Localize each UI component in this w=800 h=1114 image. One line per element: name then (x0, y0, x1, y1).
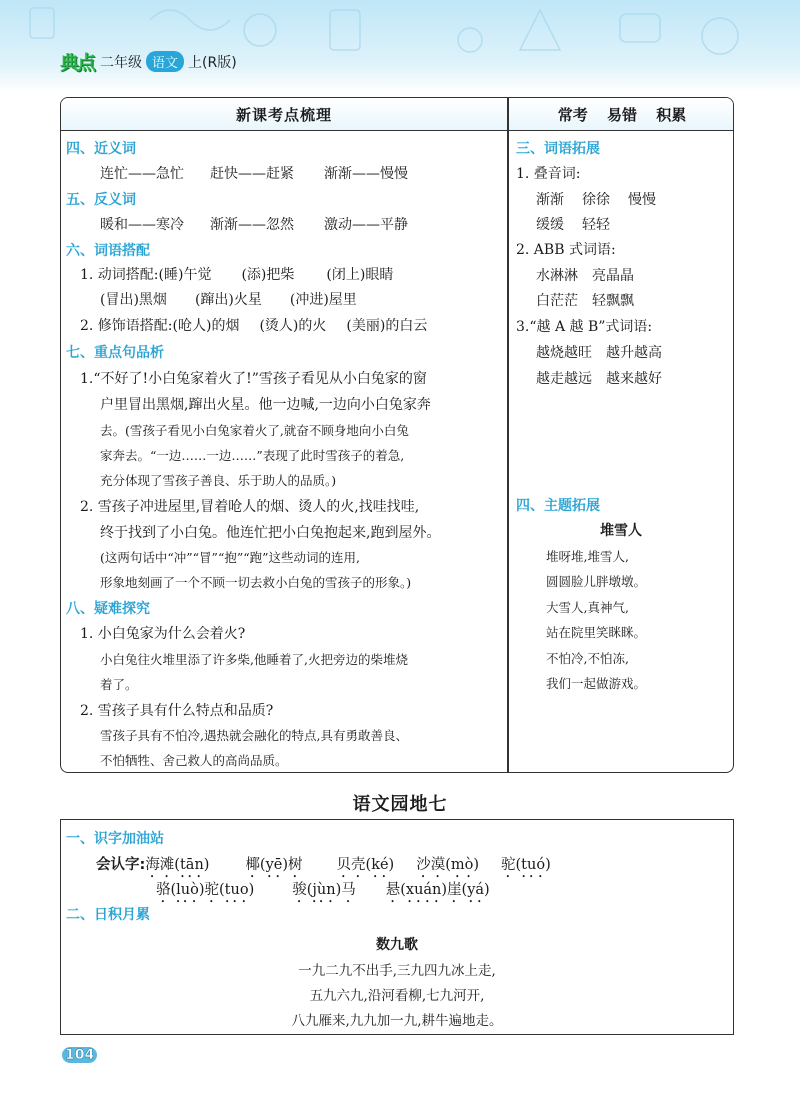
section-title-antonyms: 五、反义词 (66, 192, 136, 208)
term-label: 上(R版) (188, 54, 237, 71)
word-item: 轻轻 (582, 217, 610, 233)
analysis-line: 形象地刻画了一个不顾一切去救小白兔的雪孩子的形象。) (100, 575, 412, 590)
literacy-row (156, 880, 490, 906)
analysis-line: 家奔去。“一边……一边……”表现了此时雪孩子的着急, (100, 448, 405, 463)
question-line: 1. 小白兔家为什么会着火? (80, 626, 246, 642)
subject-badge: 语文 (146, 51, 184, 72)
word-item: 水淋淋 (536, 268, 578, 284)
synonym-pair: 赶快——赶紧 (210, 166, 294, 182)
collocation-item: (冒出)黑烟 (100, 292, 167, 308)
right-column-title (509, 104, 734, 125)
section-title-synonyms: 四、近义词 (66, 141, 136, 157)
book-brand (60, 48, 237, 75)
right-title-2: 易错 (606, 106, 637, 124)
word-item: 缓缓 (536, 217, 564, 233)
literacy-word: 椰(yē)树 (245, 857, 303, 873)
literacy-word: 贝壳(ké) (336, 857, 395, 873)
column-divider (507, 98, 509, 772)
synonym-pair: 连忙——急忙 (100, 166, 184, 182)
subsection-title-literacy: 一、识字加油站 (66, 831, 164, 847)
answer-line: 小白兔往火堆里添了许多柴,他睡着了,火把旁边的柴堆烧 (100, 652, 408, 667)
literacy-label: 会认字: (96, 857, 146, 873)
poem-title: 数九歌 (376, 937, 418, 953)
header-banner (0, 0, 800, 92)
left-column-title: 新课考点梳理 (235, 106, 332, 124)
literacy-word: 海滩(tān) (145, 857, 210, 873)
analysis-line: 充分体现了雪孩子善良、乐于助人的品质。) (100, 473, 337, 488)
word-row (536, 266, 634, 286)
synonym-pair: 渐渐——慢慢 (324, 166, 408, 182)
collocation-item: (添)把柴 (241, 267, 295, 283)
word-item: 亮晶晶 (592, 268, 634, 284)
collocation-item: 2. 修饰语搭配:(呛人)的烟 (80, 318, 240, 334)
word-item: 越来越好 (606, 371, 662, 387)
section-title-word-extension: 三、词语拓展 (516, 141, 600, 157)
right-title-1: 常考 (557, 106, 588, 124)
word-item: 白茫茫 (536, 293, 578, 309)
word-group-heading: 2. ABB 式词语: (516, 242, 616, 258)
antonym-pair: 激动——平静 (324, 217, 408, 233)
literacy-row (96, 855, 551, 881)
poem-line: 一九二九不出手,三九四九冰上走, (298, 963, 496, 979)
poem-line: 不怕冷,不怕冻, (546, 651, 629, 666)
page-number: 104 (62, 1047, 97, 1063)
grade-label: 二年级 (100, 54, 143, 71)
answer-line: 着了。 (100, 677, 138, 692)
poem-line: 堆呀堆,堆雪人, (546, 549, 629, 564)
section-title-key-sentences: 七、重点句品析 (66, 345, 164, 361)
collocation-item: (烫人)的火 (259, 318, 327, 334)
collocation-item: (蹿出)火星 (194, 292, 262, 308)
sentence-line: 终于找到了小白兔。他连忙把小白兔抱起来,跑到屋外。 (100, 525, 441, 541)
word-item: 越烧越旺 (536, 345, 592, 361)
literacy-word: 沙漠(mò) (416, 857, 480, 873)
collocation-item: 1. 动词搭配:(睡)午觉 (80, 267, 212, 283)
collocation-item: (冲进)屋里 (289, 292, 357, 308)
right-title-3: 积累 (656, 106, 687, 124)
word-row (536, 215, 610, 235)
literacy-word: 骆(luò)驼(tuo) (156, 882, 255, 898)
word-item: 越走越远 (536, 371, 592, 387)
word-item: 越升越高 (606, 345, 662, 361)
answer-line: 不怕牺牲、舍己救人的高尚品质。 (100, 753, 288, 768)
word-row (536, 343, 662, 363)
literacy-word: 驼(tuó) (501, 857, 551, 873)
decorative-pattern (0, 0, 800, 92)
collocation-item: (美丽)的白云 (346, 318, 428, 334)
word-group-heading: 3.“越 A 越 B”式词语: (516, 319, 653, 335)
synonym-line (100, 164, 408, 184)
word-item: 徐徐 (582, 192, 610, 208)
poem-line: 八九雁来,九九加一九,耕牛遍地走。 (291, 1013, 503, 1029)
poem-line: 圆圆脸儿胖墩墩。 (546, 574, 647, 589)
collocation-item: (闭上)眼睛 (326, 267, 394, 283)
question-line: 2. 雪孩子具有什么特点和品质? (80, 703, 274, 719)
sentence-line: 户里冒出黑烟,蹿出火星。他一边喊,一边向小白兔家奔 (100, 397, 431, 413)
section-title-collocations: 六、词语搭配 (66, 243, 150, 259)
antonym-pair: 暖和——寒冷 (100, 217, 184, 233)
antonym-line (100, 215, 408, 235)
collocation-line (100, 290, 357, 310)
word-row (536, 369, 662, 389)
section-title-questions: 八、疑难探究 (66, 601, 150, 617)
collocation-line (80, 265, 393, 285)
word-row (536, 291, 634, 311)
word-item: 慢慢 (628, 192, 656, 208)
answer-line: 雪孩子具有不怕冷,遇热就会融化的特点,具有勇敢善良、 (100, 728, 408, 743)
analysis-line: (这两句话中“冲”“冒”“抱”“跑”这些动词的连用, (100, 550, 360, 565)
poem-line: 大雪人,真神气, (546, 600, 629, 615)
poem-title: 堆雪人 (600, 523, 642, 539)
poem-line: 我们一起做游戏。 (546, 676, 647, 691)
brand-logo: 典点 (60, 52, 95, 74)
subsection-title-accumulation: 二、日积月累 (66, 907, 150, 923)
sentence-line: 1.“不好了!小白兔家着火了!”雪孩子看见从小白兔家的窗 (80, 371, 427, 387)
literacy-word: 骏(jùn)马 (292, 882, 356, 898)
word-group-heading: 1. 叠音词: (516, 166, 581, 182)
poem-line: 五九六九,沿河看柳,七九河开, (309, 988, 485, 1004)
section-title-theme-extension: 四、主题拓展 (516, 498, 600, 514)
word-row (536, 190, 656, 210)
section-title: 语文园地七 (352, 794, 448, 815)
word-item: 渐渐 (536, 192, 564, 208)
sentence-line: 2. 雪孩子冲进屋里,冒着呛人的烟、烫人的火,找哇找哇, (80, 499, 420, 515)
collocation-line (80, 316, 427, 336)
word-item: 轻飘飘 (592, 293, 634, 309)
literacy-word: 悬(xuán)崖(yá) (385, 882, 490, 898)
analysis-line: 去。(雪孩子看见小白兔家着火了,就奋不顾身地向小白兔 (100, 423, 409, 438)
poem-line: 站在院里笑眯眯。 (546, 625, 647, 640)
antonym-pair: 渐渐——忽然 (210, 217, 294, 233)
